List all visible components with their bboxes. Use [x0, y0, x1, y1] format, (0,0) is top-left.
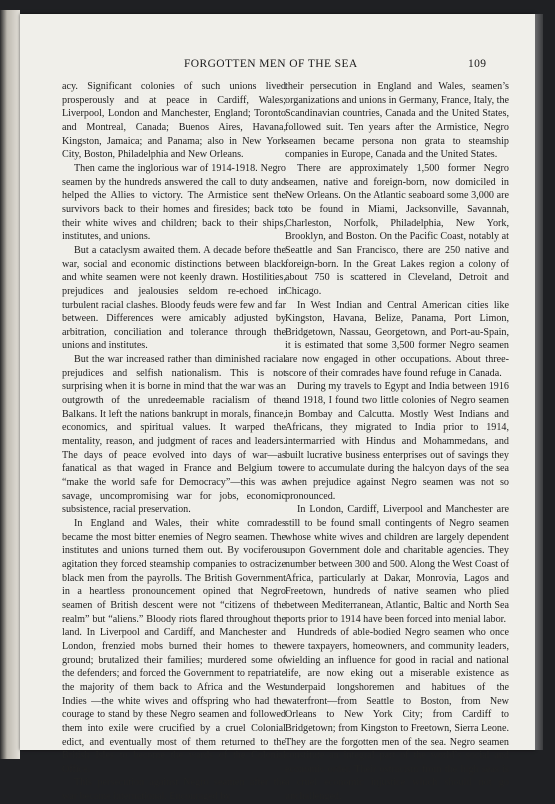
- paragraph: In London, Cardiff, Liverpool and Manchester are still to be found small contingents of Negro seamen whose white wives and children are largely dependent upon Government dole and charitable agencies. They number between 300 and 500. Along the West Coast of Africa, particularly at Dakar, Monrovia, Lagos and Freetown, hundreds of native seamen who plied between Mediterranean, Atlantic, Baltic and North Sea ports prior to 1914 have been forced into menial labor.: [285, 504, 509, 625]
- right-column: [285, 80, 509, 804]
- paragraph: There are approximately 1,500 former Negro seamen, native and foreign-born, now domiciled in New Orleans. On the Atlantic seaboard some 3,000 are to be found in Miami, Jacksonville, Savannah, Charleston, Norfolk, Philadelphia, New York, Brooklyn, and Boston. On the Pacific Coast, notably at Seattle and San Francisco, there are 250 native and foreign-born. In the Great Lakes region a colony of about 750 is scattered in Cleveland, Detroit and Chicago.: [285, 162, 509, 297]
- paragraph: acy. Significant colonies of such unions lived prosperously and at peace in Cardiff, Wales; Liverpool, London and Manchester, England; Toronto and Montreal, Canada; Buenos Aires, Havana, Kingston, Jamaica; and Panama; also in New York City, Boston, Philadelphia and New Orleans.: [62, 81, 286, 161]
- left-column: [62, 80, 286, 804]
- page-number: 109: [468, 58, 487, 70]
- page-stack-edge: [535, 14, 543, 750]
- paragraph: Hundreds of able-bodied Negro seamen who once were taxpayers, homeowners, and community leaders, wielding an influence for good in racial and national life, are now eking out a miserable existence as underpaid longshoremen and habitues of the waterfront—from Seattle to Boston, from New Orleans to New York City; from Cardiff to Bridgetown; from Kingston to Freetown, Sierra Leone. They are the forgotten men of the sea. Negro seamen constitute an integral part of the world’s social and economic order. Their ostracism from the high seas is a cruel economic injustice which should not go unchallenged.: [285, 627, 509, 803]
- running-header: [20, 58, 535, 72]
- paragraph: But the war increased rather than diminished racial prejudices and selfish nationalism. This is not surprising when it is borne in mind that the war was an outgrowth of the unredeemable racialism of the Balkans. It left the nations bankrupt in morals, finance, economics, and spiritual values. It warped the mentality, reason, and judgment of races and leaders. The days of peace evolved into days of war—as fanatical as that waged in France and Belgium to “make the world safe for Democracy”—this was a savage, uncompromising war for jobs, economic subsistence, racial preservation.: [62, 354, 286, 516]
- paragraph: their persecution in England and Wales, seamen’s organizations and unions in Germany, France, Italy, the Scandinavian countries, Canada and the United States, followed suit. Ten years after the Armistice, Negro seamen became persona non grata to steamship companies in Europe, Canada and the United States.: [285, 81, 509, 161]
- paragraph: But a cataclysm awaited them. A decade before the war, social and economic distinctions between black and white seamen were not keenly drawn. Hostilities, prejudices and jealousies seldom re-echoed in turbulent racial clashes. Bloody feuds were few and far between. Differences were amicably adjusted by arbitration, conciliation and tolerance through the unions and institutes.: [62, 244, 286, 352]
- paragraph: In England and Wales, their white comrades became the most bitter enemies of Negro seamen. The institutes and unions turned them out. By vociferous agitation they forced steamship companies to ostracize black men from the payrolls. The British Government in a heartless pronouncement opined that Negro seamen of British descent were not “citizens of the realm” but “aliens.” Bloody riots flared throughout the land. In Liverpool and Cardiff, and Manchester and London, frenzied mobs burned their homes to the ground; brutalized their families; murdered some of the defenders; and forced the Government to repatriate the majority of them back to Africa and the West Indies —the white wives and offspring who had the courage to stand by these Negro seamen and followed them into exile were crucified by a cruel Colonial edict, and eventually most of them returned to the British Isles to become the wards of the Colonial Office.: [62, 518, 286, 775]
- paragraph: Then came the inglorious war of 1914-1918. Negro seamen by the hundreds answered the call to duty and helped the Allies to victory. The Armistice sent the survivors back to their homes and firesides; back to their white wives and children; back to their ships, institutes, and unions.: [62, 162, 286, 243]
- paragraph: This persecution against Negro seamen after the war became international. Encouraged by: [62, 777, 286, 803]
- paragraph: During my travels to Egypt and India between 1916 and 1918, I found two little colonies of Negro seamen in Bombay and Calcutta. Mostly West Indians and Africans, they migrated to India prior to 1914, intermarried with Hindus and Mohammedans, and built lucrative business enterprises out of savings they were to accumulate during the halcyon days of the sea when prejudice against Negro seamen was not so pronounced.: [285, 381, 509, 502]
- running-title: FORGOTTEN MEN OF THE SEA: [184, 58, 358, 70]
- book-page: [20, 14, 535, 803]
- facing-page-edge: [0, 10, 20, 759]
- paragraph: In West Indian and Central American cities like Kingston, Havana, Belize, Panama, Port Limon, Bridgetown, Nassau, Georgetown, and Port-au-Spain, it is estimated that some 3,500 former Negro seamen are now engaged in other occupations. About three-score of their comrades have found refuge in Canada.: [285, 299, 509, 379]
